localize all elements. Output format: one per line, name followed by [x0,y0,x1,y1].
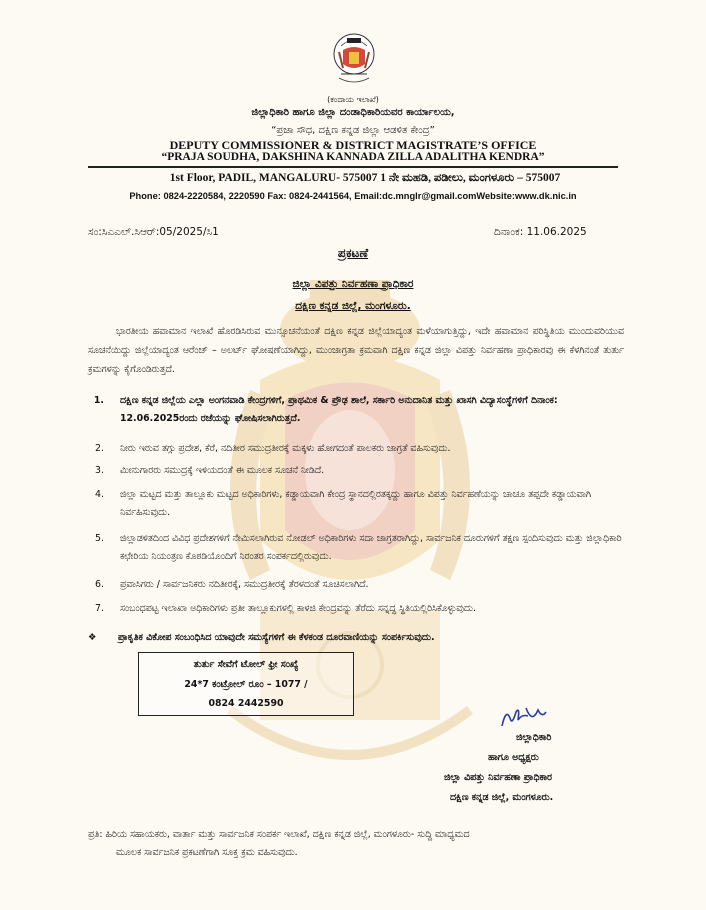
signatory-authority: ಜಿಲ್ಲಾ ವಿಪತ್ತು ನಿರ್ವಹಣಾ ಪ್ರಾಧಿಕಾರ [444,772,553,783]
authority-heading: ಜಿಲ್ಲಾ ವಿಪತ್ತು ನಿರ್ವಹಣಾ ಪ್ರಾಧಿಕಾರ [292,278,414,290]
item-text: ಮೀನುಗಾರರು ಸಮುದ್ರಕ್ಕೆ ಇಳಿಯದಂತೆ ಈ ಮೂಲಕ ಸೂಚನೆ ನೀಡಿದೆ. [120,465,325,476]
signatory-district: ದಕ್ಷಿಣ ಕನ್ನಡ ಜಿಲ್ಲೆ, ಮಂಗಳೂರು. [450,792,554,803]
item-text: ಜಿಲ್ಲಾ ಮಟ್ಟದ ಮತ್ತು ತಾಲ್ಲೂಕು ಮಟ್ಟದ ಅಧಿಕಾರಿಗಳು, ಕಡ್ಡಾಯವಾಗಿ ಕೇಂದ್ರ ಸ್ಥಾನದಲ್ಲಿರತಕ್ಕದ್ದು ಹಾಗೂ ವಿಪತ್ತು ನಿರ್ವಹಣೆಯನ್ನು ಚಾಚೂ ತಪ್ಪದೇ ಕಡ್ಡಾಯವಾಗಿ ನಿರ್ವಹಿಸುವುದು. [120,489,591,518]
item-number: 3. [95,465,104,476]
item-text: ಸಂಬಂಧಪಟ್ಟ ಇಲಾಖಾ ಅಧಿಕಾರಿಗಳು ಪ್ರತೀ ತಾಲ್ಲೂಕುಗಳಲ್ಲಿ ಕಾಳಜಿ ಕೇಂದ್ರವನ್ನು ತೆರೆದು ಸನ್ನದ್ಧ ಸ್ಥಿತಿಯಲ್ಲಿರಿಸಿಕೊಳ್ಳುವುದು. [120,603,476,614]
helpline-line-2: 24*7 ಕಂಟ್ರೋಲ್ ರೂಂ – 1077 / [184,679,308,690]
item-number: 1. [93,395,104,406]
copy-to-line-2: ಮೂಲಕ ಸಾರ್ವಜನಿಕ ಪ್ರಕಟಣೆಗಾಗಿ ಸೂಕ್ತ ಕ್ರಮ ವಹಿಸುವುದು. [116,847,298,858]
document-date: ದಿನಾಂಕ: 11.06.2025 [494,226,587,238]
building-name-english: “PRAJA SOUDHA, DAKSHINA KANNADA ZILLA ADALITHA KENDRA” [161,151,545,163]
karnataka-emblem [333,28,375,90]
diamond-bullet-icon: ❖ [88,632,97,643]
intro-paragraph: ಭಾರತೀಯ ಹವಾಮಾನ ಇಲಾಖೆ ಹೊರಡಿಸಿರುವ ಮುನ್ಸೂಚನೆಯಂತೆ ದಕ್ಷಿಣ ಕನ್ನಡ ಜಿಲ್ಲೆಯಾದ್ಯಂತ ಮಳೆಯಾಗುತ್ತಿದ್ದು, ಇದೇ ಹವಾಮಾನ ಪರಿಸ್ಥಿತಿಯ ಮುಂದುವರಿಯುವ ಸೂಚನೆಯಿದ್ದು ಜಿಲ್ಲೆಯಾದ್ಯಂತ ಆರೆಂಜ್ – ಅಲರ್ಟ್ ಘೋಷಣೆಯಾಗಿದ್ದು, ಮುಂಜಾಗ್ರತಾ ಕ್ರಮವಾಗಿ ದಕ್ಷಿಣ ಕನ್ನಡ ಜಿಲ್ಲಾ ವಿಪತ್ತು ನಿರ್ವಹಣಾ ಪ್ರಾಧಿಕಾರವು ಈ ಕೆಳಗಿನಂತೆ ತುರ್ತು ಕ್ರಮಗಳನ್ನು ಕೈಗೊಂಡಿರುತ್ತದೆ. [88,326,624,375]
office-name-english: DEPUTY COMMISSIONER & DISTRICT MAGISTRATE’S OFFICE [169,138,537,152]
reference-number: ಸಂ:ಸಿಎಎಲ್.ಸಿಆರ್:05/2025/ಸಿ1 [88,226,219,238]
district-heading: ದಕ್ಷಿಣ ಕನ್ನಡ ಜಿಲ್ಲೆ, ಮಂಗಳೂರು. [295,300,411,312]
item-text: ದಕ್ಷಿಣ ಕನ್ನಡ ಜಿಲ್ಲೆಯ ಎಲ್ಲಾ ಅಂಗನವಾಡಿ ಕೇಂದ್ರಗಳಿಗೆ, ಪ್ರಾಥಮಿಕ & ಪ್ರೌಢ ಶಾಲೆ, ಸರ್ಕಾರಿ ಅನುದಾನಿತ ಮತ್ತು ಖಾಸಗಿ ವಿದ್ಯಾಸಂಸ್ಥೆಗಳಿಗೆ ದಿನಾಂಕ: 12.06.2025ರಂದು ರಜೆಯನ್ನು ಘೋಷಿಸಲಾಗಿರುತ್ತದೆ. [120,395,558,424]
contact-line: Phone: 0824-2220584, 2220590 Fax: 0824-2441564, Email:dc.mnglr@gmail.comWebsite:www.dk.nic.in [129,191,577,201]
helpline-box [138,652,354,716]
item-text: ನೀರು ಇರುವ ತಗ್ಗು ಪ್ರದೇಶ, ಕೆರೆ, ನದಿತೀರ ಸಮುದ್ರತೀರಕ್ಕೆ ಮಕ್ಕಳು ಹೋಗದಂತೆ ಪಾಲಕರು ಜಾಗ್ರತೆ ವಹಿಸುವುದು. [120,443,451,454]
building-name-kannada: “ಪ್ರಜಾ ಸೌಧ, ದಕ್ಷಿಣ ಕನ್ನಡ ಜಿಲ್ಲಾ ಆಡಳಿತ ಕೇಂದ್ರ” [271,125,435,136]
department: (ಕಂದಾಯ ಇಲಾಖೆ) [327,95,379,104]
item-number: 5. [95,533,104,544]
item-text: ಜಿಲ್ಲಾಡಳಿತದಿಂದ ವಿವಿಧ ಪ್ರದೇಶಗಳಿಗೆ ನೇಮಿಸಲಾಗಿರುವ ನೋಡಲ್ ಅಧಿಕಾರಿಗಳು ಸದಾ ಜಾಗ್ರತರಾಗಿದ್ದು, ಸಾರ್ವಜನಿಕ ದೂರುಗಳಿಗೆ ತಕ್ಷಣ ಸ್ಪಂದಿಸುವುದು ಮತ್ತು ಜಿಲ್ಲಾಧಿಕಾರಿ ಕಛೇರಿಯ ನಿಯಂತ್ರಣ ಕೊಠಡಿಯೊಂದಿಗೆ ನಿರಂತರ ಸಂಪರ್ಕದಲ್ಲಿರುವುದು. [120,533,622,562]
helpline-line-3: 0824 2442590 [208,698,284,709]
copy-to-line-1: ಪ್ರತಿ: ಹಿರಿಯ ಸಹಾಯಕರು, ವಾರ್ತಾ ಮತ್ತು ಸಾರ್ವಜನಿಕ ಸಂಪರ್ಕ ಇಲಾಖೆ, ದಕ್ಷಿಣ ಕನ್ನಡ ಜಿಲ್ಲೆ, ಮಂಗಳೂರು- ಸುದ್ದಿ ಮಾಧ್ಯಮದ [88,829,470,840]
item-number: 4. [95,489,104,500]
office-address: 1st Floor, PADIL, MANGALURU- 575007 1 ನೇ ಮಹಡಿ, ಪಡೀಲು, ಮಂಗಳೂರು – 575007 [169,172,561,184]
signatory-designation: ಜಿಲ್ಲಾಧಿಕಾರಿ [516,732,552,743]
signature-mark [498,704,550,732]
header-divider [88,166,618,168]
helpline-line-1: ತುರ್ತು ಸೇವೆಗೆ ಟೋಲ್ ಫ್ರೀ ಸಂಖ್ಯೆ [193,659,299,670]
item-number: 7. [95,603,104,614]
item-number: 2. [95,443,104,454]
copy-to [88,826,648,862]
item-number: 6. [95,579,104,590]
office-name-kannada: ಜಿಲ್ಲಾಧಿಕಾರಿ ಹಾಗೂ ಜಿಲ್ಲಾ ದಂಡಾಧಿಕಾರಿಯವರ ಕಾರ್ಯಾಲಯ, [251,107,455,118]
notice-title: ಪ್ರಕಟಣೆ [337,246,369,260]
item-text: ಪ್ರವಾಸಿಗರು / ಸಾರ್ವಜನಿಕರು ನದಿತೀರಕ್ಕೆ, ಸಮುದ್ರತೀರಕ್ಕೆ ತೆರಳದಂತೆ ಸೂಚಿಸಲಾಗಿದೆ. [120,579,369,590]
signatory-role: ಹಾಗೂ ಅಧ್ಯಕ್ಷರು [488,752,539,763]
note-text: ಪ್ರಾಕೃತಿಕ ವಿಕೋಪ ಸಂಬಂಧಿಸಿದ ಯಾವುದೇ ಸಮಸ್ಯೆಗಳಿಗೆ ಈ ಕೆಳಕಂಡ ದೂರವಾಣಿಯನ್ನು ಸಂಪರ್ಕಿಸುವುದು. [118,632,435,643]
